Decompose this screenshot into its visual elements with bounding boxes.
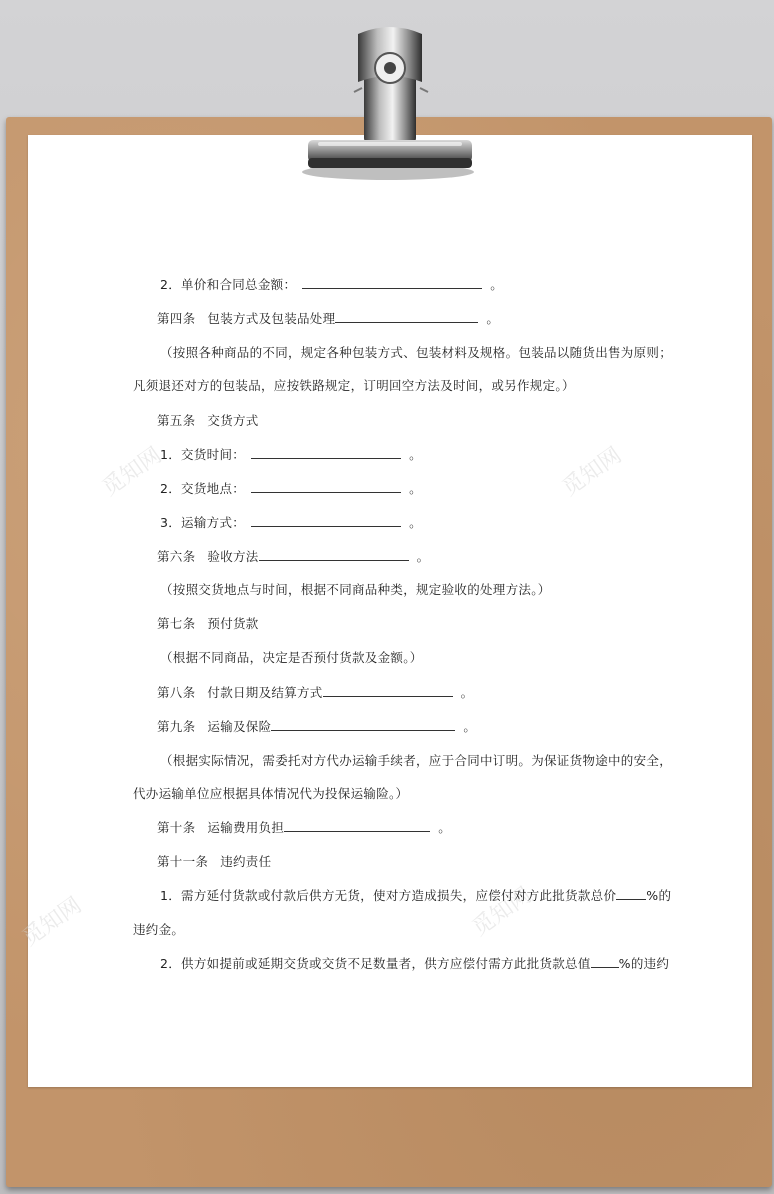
paragraph-text: 凡须退还对方的包装品，应按铁路规定，订明回空方法及时间，或另作规定。） — [133, 378, 575, 393]
article-11-heading: 第十一条 违约责任 — [157, 854, 272, 869]
watermark: 觅知网 — [557, 442, 627, 502]
article-5-heading: 第五条 交货方式 — [157, 413, 259, 428]
article-9-heading: 第九条 运输及保险 。 — [157, 719, 477, 734]
article-7-heading: 第七条 预付货款 — [157, 616, 259, 631]
paragraph-text: （按照各种商品的不同，规定各种包装方式、包装材料及规格。包装品以随货出售为原则； — [160, 345, 673, 360]
article-4-heading: 第四条 包装方式及包装品处理 。 — [157, 311, 500, 326]
blank-field[interactable] — [284, 820, 430, 832]
paragraph-text: 违约金。 — [133, 922, 185, 937]
article-8-heading: 第八条 付款日期及结算方式 。 — [157, 685, 474, 700]
line-unit-price: 2．单价和合同总金额： 。 — [160, 277, 504, 292]
blank-field[interactable] — [302, 277, 482, 289]
blank-field[interactable] — [251, 447, 401, 459]
blank-field[interactable] — [251, 481, 401, 493]
watermark: 觅知网 — [17, 892, 87, 952]
watermark: 觅知网 — [97, 442, 167, 502]
blank-field[interactable] — [271, 719, 455, 731]
article-10-heading: 第十条 运输费用负担 。 — [157, 820, 452, 835]
blank-field[interactable] — [259, 549, 409, 561]
watermark: 觅知网 — [467, 882, 537, 942]
binder-clip-icon — [296, 22, 478, 182]
paragraph-text: （根据实际情况，需委托对方代办运输手续者，应于合同中订明。为保证货物途中的安全， — [160, 753, 673, 768]
paragraph-text: （根据不同商品，决定是否预付货款及金额。） — [160, 650, 423, 665]
blank-field[interactable] — [591, 956, 619, 968]
line-delivery-time: 1．交货时间： 。 — [160, 447, 422, 462]
blank-field[interactable] — [323, 685, 453, 697]
clause-2: 2．供方如提前或延期交货或交货不足数量者，供方应偿付需方此批货款总值 %的违约 — [160, 956, 670, 971]
blank-field[interactable] — [616, 888, 646, 900]
paragraph-text: 代办运输单位应根据具体情况代为投保运输险。） — [133, 786, 409, 801]
line-delivery-place: 2．交货地点： 。 — [160, 481, 422, 496]
paragraph-text: （按照交货地点与时间，根据不同商品种类，规定验收的处理方法。） — [160, 582, 551, 597]
line-transport-mode: 3．运输方式： 。 — [160, 515, 422, 530]
clause-1: 1．需方延付货款或付款后供方无货，使对方造成损失，应偿付对方此批货款总价 %的 — [160, 888, 672, 903]
blank-field[interactable] — [335, 311, 478, 323]
blank-field[interactable] — [251, 515, 401, 527]
article-6-heading: 第六条 验收方法 。 — [157, 549, 430, 564]
